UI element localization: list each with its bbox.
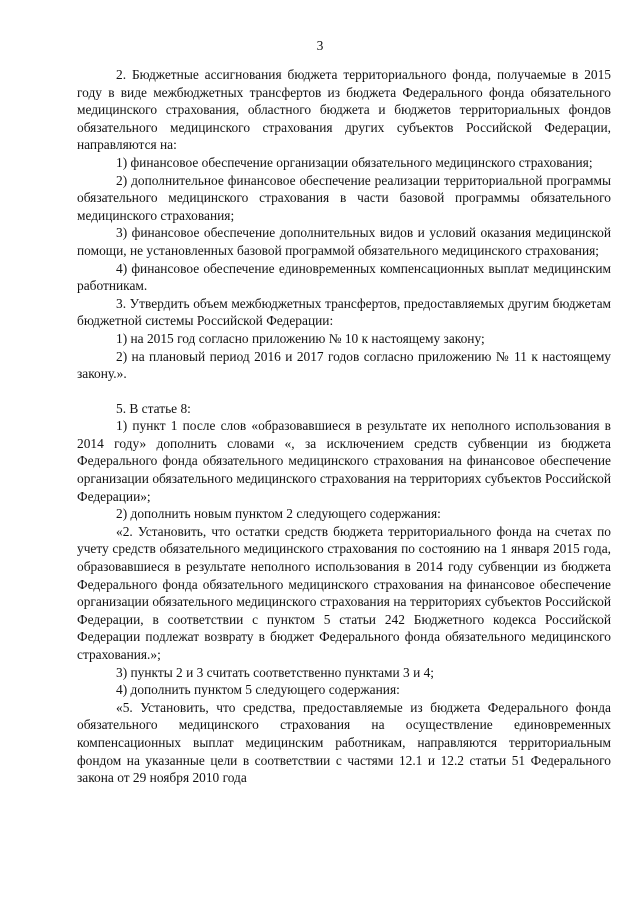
- paragraph-article3-transfers: 3. Утвердить объем межбюджетных трансфертов, предоставляемых другим бюджетам бюджетной системы Российской Федерации:: [77, 295, 611, 329]
- paragraph-transfers-2016-2017: 2) на плановый период 2016 и 2017 годов согласно приложению № 11 к настоящему закону.».: [77, 348, 611, 382]
- paragraph-article8-point3: 3) пункты 2 и 3 считать соответственно пунктами 3 и 4;: [116, 664, 434, 680]
- document-body: [77, 66, 611, 787]
- section-heading-article8: 5. В статье 8:: [116, 400, 191, 416]
- paragraph-item3-additional-care: 3) финансовое обеспечение дополнительных видов и условий оказания медицинской помощи, не установленных базовой программой обязательного медицинского страхования;: [77, 225, 611, 258]
- paragraph-item2-additional-financing: 2) дополнительное финансовое обеспечение реализации территориальной программы обязательного медицинского страхования в части базовой программы обязательного медицинского страхования;: [77, 172, 611, 223]
- page-number: 3: [316, 38, 324, 53]
- paragraph-article8-point1: 1) пункт 1 после слов «образовавшиеся в результате их неполного использования в 2014 году» дополнить словами «, за исключением средств субвенции из бюджета Федерального фонда обязательного медицинского страхования на финансовое обеспечение организации обязательного медицинского страхования на территориях субъектов Российской Федерации»;: [77, 418, 611, 504]
- paragraph-item4-compensation: 4) финансовое обеспечение единовременных компенсационных выплат медицинским работникам.: [77, 260, 611, 294]
- paragraph-item1-organization: 1) финансовое обеспечение организации обязательного медицинского страхования;: [116, 154, 593, 170]
- paragraph-article8-point2-intro: 2) дополнить новым пунктом 2 следующего содержания:: [116, 506, 441, 522]
- paragraph-transfers-2015: 1) на 2015 год согласно приложению № 10 к настоящему закону;: [116, 330, 485, 346]
- paragraph-article8-point2-text: «2. Установить, что остатки средств бюджета территориального фонда на счетах по учету средств обязательного медицинского страхования по состоянию на 1 января 2015 года, образовавшиеся в результате неполного использования в 2014 году субвенции из бюджета Федерального фонда обязательного медицинского страхования на финансовое обеспечение организации обязательного медицинского страхования на территориях субъектов Российской Федерации, в соответствии с пунктом 5 статьи 242 Бюджетного кодекса Российской Федерации подлежат возврату в бюджет Федерального фонда обязательного медицинского страхования.»;: [77, 523, 611, 662]
- paragraph-article2-intro: 2. Бюджетные ассигнования бюджета территориального фонда, получаемые в 2015 году в виде межбюджетных трансфертов из бюджета Федерального фонда обязательного медицинского страхования, областного бюджета и бюджетов территориальных фондов обязательного медицинского страхования других субъектов Российской Федерации, направляются на:: [77, 67, 611, 153]
- paragraph-article8-point5-text: «5. Установить, что средства, предоставляемые из бюджета Федерального фонда обязательного медицинского страхования на осуществление единовременных компенсационных выплат медицинским работникам, направляются территориальным фондом на указанные цели в соответствии с частями 12.1 и 12.2 статьи 51 Федерального закона от 29 ноября 2010 года: [77, 699, 611, 786]
- paragraph-article8-point4-intro: 4) дополнить пунктом 5 следующего содержания:: [116, 682, 400, 698]
